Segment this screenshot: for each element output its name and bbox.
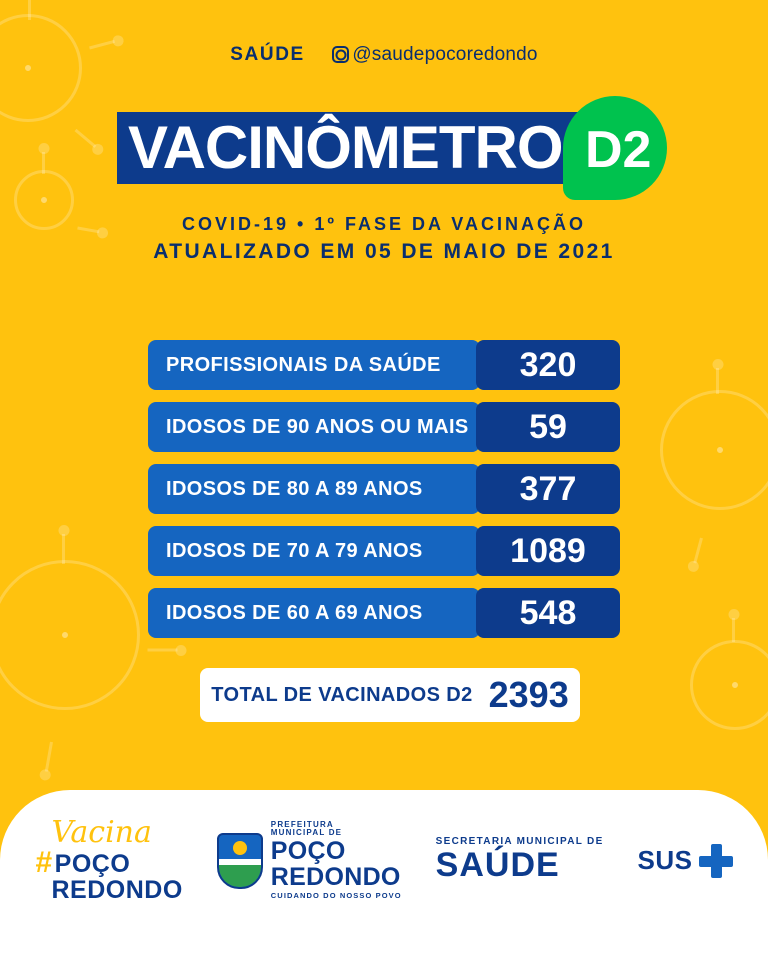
stat-value: 59 bbox=[476, 402, 620, 452]
stat-label: IDOSOS DE 60 A 69 ANOS bbox=[148, 588, 480, 638]
vacina-line3: REDONDO bbox=[51, 876, 183, 904]
stat-label: PROFISSIONAIS DA SAÚDE bbox=[148, 340, 480, 390]
logo-prefeitura bbox=[217, 821, 402, 900]
footer-panel bbox=[0, 790, 768, 960]
stat-value: 320 bbox=[476, 340, 620, 390]
logo-vacina-poco-redondo bbox=[35, 815, 183, 904]
total-banner bbox=[200, 668, 580, 722]
instagram-icon bbox=[332, 46, 349, 63]
secretaria-line1: SECRETARIA MUNICIPAL DE bbox=[435, 836, 604, 848]
prefeitura-line2: MUNICIPAL DE bbox=[270, 828, 343, 838]
poster-subtitle: COVID-19 • 1º FASE DA VACINAÇÃO bbox=[182, 214, 586, 234]
dose-badge-label: D2 bbox=[585, 121, 652, 179]
coat-of-arms-icon bbox=[217, 833, 263, 889]
stat-row bbox=[148, 402, 620, 452]
prefeitura-slogan: CUIDANDO DO NOSSO POVO bbox=[270, 891, 402, 901]
stat-label: IDOSOS DE 80 A 89 ANOS bbox=[148, 464, 480, 514]
stat-row bbox=[148, 526, 620, 576]
social-header bbox=[0, 44, 768, 66]
stat-label: IDOSOS DE 90 ANOS OU MAIS bbox=[148, 402, 480, 452]
logo-sus bbox=[638, 844, 733, 878]
stat-label: IDOSOS DE 70 A 79 ANOS bbox=[148, 526, 480, 576]
prefeitura-line1: PREFEITURA bbox=[270, 819, 334, 829]
vacina-line2: #POÇO bbox=[35, 846, 131, 879]
sus-label: SUS bbox=[637, 845, 693, 875]
statistics-list bbox=[148, 340, 620, 650]
social-handle: @saudepocoredondo bbox=[352, 44, 538, 65]
poster-updated-date: ATUALIZADO EM 05 DE MAIO DE 2021 bbox=[153, 240, 615, 263]
medical-cross-icon bbox=[699, 844, 733, 878]
secretaria-line2: SAÚDE bbox=[435, 846, 560, 885]
poster-title: VACINÔMETRO bbox=[128, 114, 563, 181]
title-block bbox=[0, 112, 768, 204]
prefeitura-name2: REDONDO bbox=[270, 862, 401, 891]
stat-value: 377 bbox=[476, 464, 620, 514]
social-label: SAÚDE bbox=[230, 44, 305, 65]
stat-row bbox=[148, 588, 620, 638]
stat-value: 1089 bbox=[476, 526, 620, 576]
total-label: TOTAL DE VACINADOS D2 bbox=[211, 683, 473, 706]
prefeitura-name1: POÇO bbox=[270, 836, 346, 865]
logo-secretaria-saude bbox=[436, 836, 604, 884]
stat-row bbox=[148, 464, 620, 514]
total-value: 2393 bbox=[488, 674, 569, 715]
stat-row bbox=[148, 340, 620, 390]
hashtag-icon: # bbox=[35, 846, 53, 879]
vacina-script-text: Vacina bbox=[51, 815, 152, 850]
stat-value: 548 bbox=[476, 588, 620, 638]
